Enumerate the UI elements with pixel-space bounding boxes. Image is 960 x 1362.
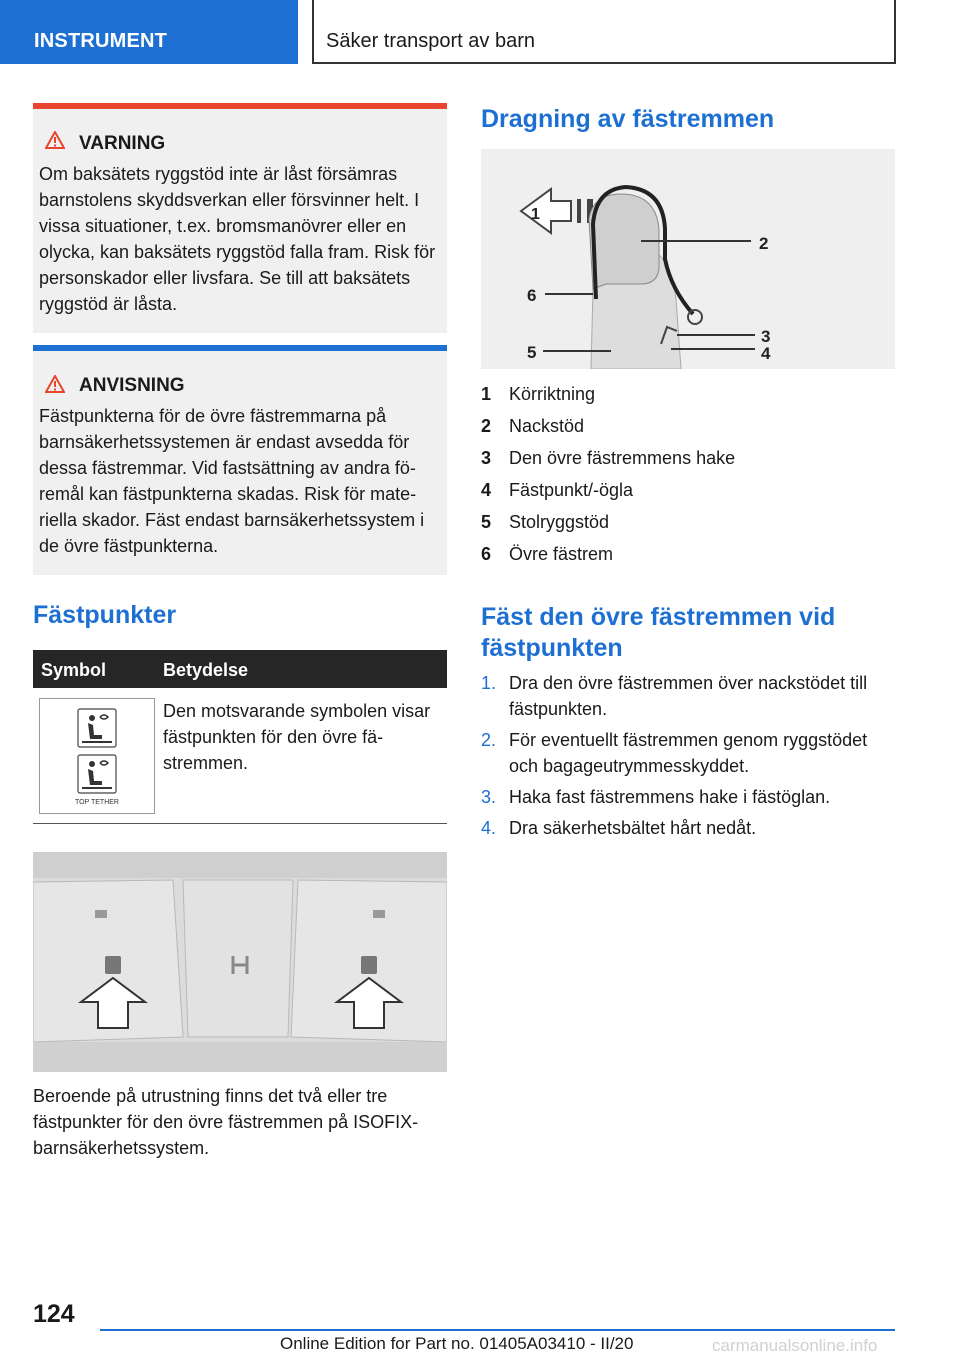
anchorpoints-paragraph: Beroende på utrustning finns det två eller tre fästpunkter för den övre fästremmen på ISOFIX-barnsäkerhetssystem. [33,1086,419,1158]
section-heading-attach-line2: fästpunkten [481,634,623,662]
footer-rule [100,1329,895,1331]
list-item: 3. Haka fast fästremmens hake i fästöglan. [481,787,831,807]
warning-title: VARNING [79,133,166,154]
chapter-tab [312,0,896,64]
watermark: carmanualsonline.info [712,1336,878,1355]
legend-item: 2 Nackstöd [481,416,585,436]
symbol-cell [39,698,155,814]
list-item: 1. Dra den övre fästremmen över nackstödet till fästpunkten. [481,673,868,719]
warning-triangle-icon [45,131,65,149]
callout-3: 3 [761,327,771,346]
notice-bar [33,345,447,351]
section-heading-anchorpoints: Fästpunkter [33,601,177,629]
warning-box [33,103,447,333]
notice-triangle-icon [45,375,65,393]
table-header [33,650,447,688]
child-seat-anchor-icon [40,699,154,813]
legend-item: 1 Körriktning [481,384,596,404]
tether-routing-diagram [481,149,895,369]
callout-1: 1 [531,206,540,223]
warning-text: Om baksätets ryggstöd inte är låst försämras barnstolens skyddsverkan eller försvinner helt. I vissa situationer, t.ex. bromsmanövrer eller en olycka, kan baksätets ryggstöd falla fram. Risk för personskador eller livsfara. Se till att baksätets ryggstöd är låsta. [39,164,436,314]
notice-title: ANVISNING [79,375,185,396]
section-heading-attach-line1: Fäst den övre fästremmen vid [481,603,836,631]
warning-bar [33,103,447,109]
trunk-anchorpoints-photo [33,852,447,1072]
section-heading-attach [481,602,835,664]
table-meaning-text: Den motsvarande symbolen visar fästpunkten för den övre fästremmen. [163,701,431,773]
symbol-label: TOP TETHER [75,799,119,806]
callout-2: 2 [759,234,769,253]
notice-text: Fästpunkterna för de övre fästremmarna på barnsäkerhetssystemen är endast avsedda för dessa fästremmar. Vid fastsättning av andra föremål kan fästpunkterna skadas. Risk för materiella skador. Fäst endast barnsäkerhetssystem i de övre fästpunkterna. [39,406,425,556]
legend-item: 6 Övre fästrem [481,544,614,564]
legend-item: 3 Den övre fästremmens hake [481,448,736,468]
list-item: 2. För eventuellt fästremmen genom ryggstödet och bagageutrymmesskyddet. [481,730,868,776]
table-col-symbol: Symbol [41,660,107,680]
diagram-legend [481,380,895,572]
table-col-meaning: Betydelse [163,660,249,680]
footer-edition: Online Edition for Part no. 01405A03410 - II/20 [280,1334,634,1353]
chapter-title: Säker transport av barn [326,30,535,52]
page-number: 124 [33,1300,75,1328]
callout-6: 6 [527,286,537,305]
section-tab [0,0,298,64]
attach-steps [481,670,895,846]
section-title: INSTRUMENT [34,30,168,52]
legend-item: 5 Stolryggstöd [481,512,610,532]
list-item: 4. Dra säkerhetsbältet hårt nedåt. [481,818,757,838]
table-row [33,688,447,824]
callout-4: 4 [761,344,771,363]
notice-box [33,345,447,575]
section-heading-routing: Dragning av fästremmen [481,105,775,133]
callout-5: 5 [527,343,537,362]
legend-item: 4 Fästpunkt/-ögla [481,480,634,500]
